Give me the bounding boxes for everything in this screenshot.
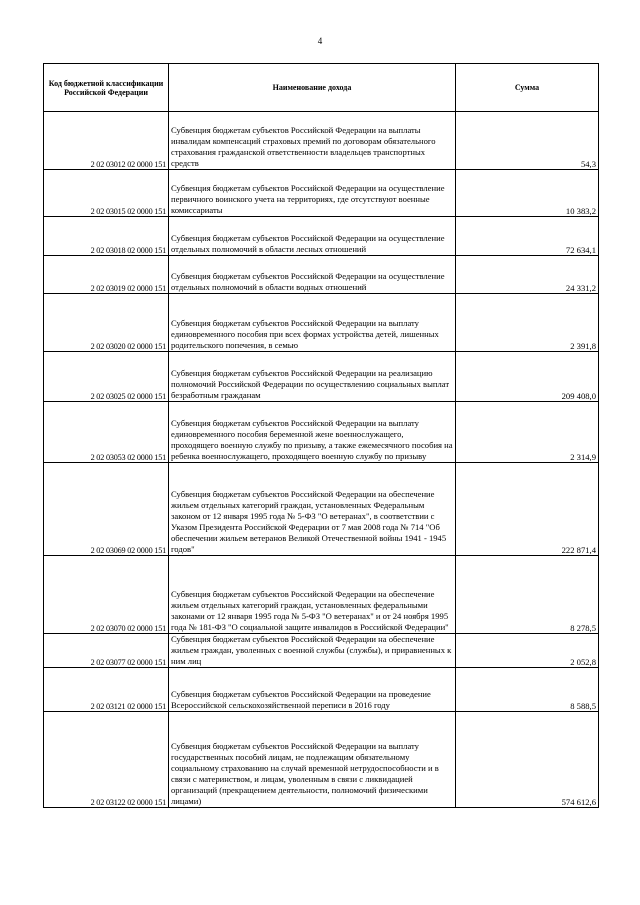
- row-code: 2 02 03053 02 0000 151: [44, 402, 169, 463]
- table-row: [44, 634, 599, 668]
- row-name: Субвенция бюджетам субъектов Российской Федерации на осуществление отдельных полномочий в области лесных отношений: [169, 217, 456, 256]
- header-code: Код бюджетной классификации Российской Федерации: [44, 64, 169, 112]
- row-name: Субвенция бюджетам субъектов Российской Федерации на обеспечение жильем отдельных категорий граждан, установленных федеральными законами от 12 января 1995 года № 5-ФЗ "О ветеранах" и от 24 ноября 1995 года № 181-ФЗ "О социальной защите инвалидов в Российской Федерации": [169, 556, 456, 634]
- table-row: [44, 294, 599, 352]
- row-sum: 8 588,5: [456, 668, 599, 712]
- row-name: Субвенция бюджетам субъектов Российской Федерации на выплату единовременного пособия при всех формах устройства детей, лишенных родительского попечения, в семью: [169, 294, 456, 352]
- row-name: Субвенция бюджетам субъектов Российской Федерации на осуществление первичного воинского учета на территориях, где отсутствуют военные комиссариаты: [169, 170, 456, 217]
- row-code: 2 02 03020 02 0000 151: [44, 294, 169, 352]
- row-name: Субвенция бюджетам субъектов Российской Федерации на осуществление отдельных полномочий в области водных отношений: [169, 256, 456, 294]
- row-sum: 222 871,4: [456, 463, 599, 556]
- header-name: Наименование дохода: [169, 64, 456, 112]
- header-sum: Сумма: [456, 64, 599, 112]
- row-code: 2 02 03019 02 0000 151: [44, 256, 169, 294]
- table-row: [44, 170, 599, 217]
- row-name: Субвенция бюджетам субъектов Российской Федерации на выплату единовременного пособия беременной жене военнослужащего, проходящего военную службу по призыву, а также ежемесячного пособия на ребенка военнослужащего, проходящего военную службу по призыву: [169, 402, 456, 463]
- table-row: [44, 256, 599, 294]
- row-sum: 8 278,5: [456, 556, 599, 634]
- page-number: 4: [317, 36, 323, 46]
- row-sum: 54,3: [456, 112, 599, 170]
- row-name: Субвенция бюджетам субъектов Российской Федерации на обеспечение жильем граждан, уволенных с военной службы (службы), и приравненных к ним лиц: [169, 634, 456, 668]
- row-sum: 10 383,2: [456, 170, 599, 217]
- table-row: [44, 712, 599, 808]
- row-code: 2 02 03069 02 0000 151: [44, 463, 169, 556]
- row-sum: 574 612,6: [456, 712, 599, 808]
- table-row: [44, 112, 599, 170]
- table-row: [44, 668, 599, 712]
- row-sum: 2 391,8: [456, 294, 599, 352]
- table-row: [44, 402, 599, 463]
- table-header-row: [44, 64, 599, 112]
- row-code: 2 02 03122 02 0000 151: [44, 712, 169, 808]
- row-name: Субвенция бюджетам субъектов Российской Федерации на проведение Всероссийской сельскохозяйственной переписи в 2016 году: [169, 668, 456, 712]
- row-code: 2 02 03077 02 0000 151: [44, 634, 169, 668]
- row-name: Субвенция бюджетам субъектов Российской Федерации на реализацию полномочий Российской Федерации по осуществлению социальных выплат безработным гражданам: [169, 352, 456, 402]
- table-row: [44, 217, 599, 256]
- row-code: 2 02 03012 02 0000 151: [44, 112, 169, 170]
- budget-revenue-table: [43, 63, 599, 808]
- row-code: 2 02 03070 02 0000 151: [44, 556, 169, 634]
- row-sum: 72 634,1: [456, 217, 599, 256]
- table-row: [44, 352, 599, 402]
- row-code: 2 02 03018 02 0000 151: [44, 217, 169, 256]
- row-sum: 2 314,9: [456, 402, 599, 463]
- row-code: 2 02 03015 02 0000 151: [44, 170, 169, 217]
- row-name: Субвенция бюджетам субъектов Российской Федерации на выплату государственных пособий лицам, не подлежащим обязательному социальному страхованию на случай временной нетрудоспособности и в связи с материнством, и лицам, уволенным в связи с ликвидацией организаций (прекращением деятельности, полномочий физическими лицами): [169, 712, 456, 808]
- row-sum: 24 331,2: [456, 256, 599, 294]
- row-code: 2 02 03121 02 0000 151: [44, 668, 169, 712]
- row-name: Субвенция бюджетам субъектов Российской Федерации на обеспечение жильем отдельных категорий граждан, установленных Федеральным законом от 12 января 1995 года № 5-ФЗ "О ветеранах", в соответствии с Указом Президента Российской Федерации от 7 мая 2008 года № 714 "Об обеспечении жильем ветеранов Великой Отечественной войны 1941 - 1945 годов": [169, 463, 456, 556]
- table-row: [44, 463, 599, 556]
- row-sum: 209 408,0: [456, 352, 599, 402]
- row-name: Субвенция бюджетам субъектов Российской Федерации на выплаты инвалидам компенсаций страховых премий по договорам обязательного страхования гражданской ответственности владельцев транспортных средств: [169, 112, 456, 170]
- row-sum: 2 052,8: [456, 634, 599, 668]
- row-code: 2 02 03025 02 0000 151: [44, 352, 169, 402]
- table-row: [44, 556, 599, 634]
